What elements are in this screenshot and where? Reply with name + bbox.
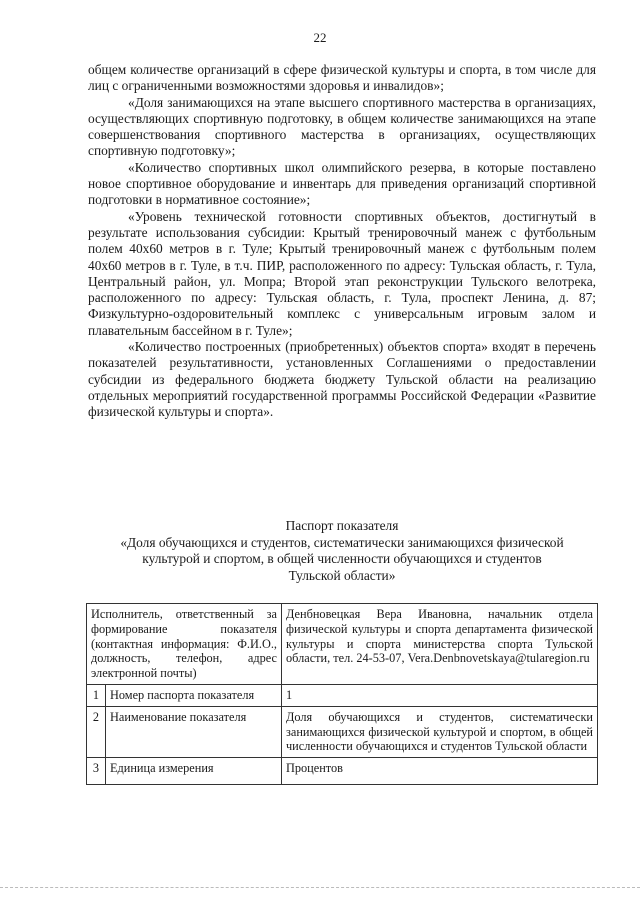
- row-value-cell: Доля обучающихся и студентов, систематически занимающихся физической культурой и спортом, в общей численности обучающихся и студентов Тульской области: [282, 706, 598, 757]
- row-value-cell: 1: [282, 684, 598, 706]
- paragraph: «Количество спортивных школ олимпийского резерва, в которые поставлено новое спортивное оборудование и инвентарь для приведения организаций спортивной подготовки в нормативное состояние»;: [88, 159, 596, 208]
- passport-table: [86, 603, 598, 785]
- row-value-cell: Процентов: [282, 758, 598, 785]
- table-row: [87, 684, 598, 706]
- body-text: [88, 62, 596, 421]
- executor-label-cell: Исполнитель, ответственный за формирование показателя (контактная информация: Ф.И.О., должность, телефон, адрес электронной почты): [87, 604, 282, 685]
- passport-title-line: Тульской области»: [288, 567, 396, 583]
- table-row: [87, 706, 598, 757]
- executor-value-cell: Денбновецкая Вера Ивановна, начальник отдела физической культуры и спорта департамента физической культуры и спорта министерства спорта Тульской области, тел. 24-53-07, Vera.Denbnovetskaya@tularegion.ru: [282, 604, 598, 685]
- page-number: 22: [313, 30, 327, 45]
- row-label-cell: Номер паспорта показателя: [106, 684, 282, 706]
- passport-title-line: «Доля обучающихся и студентов, систематически занимающихся физической: [120, 534, 564, 550]
- row-number-cell: 1: [87, 684, 106, 706]
- passport-title-line: культурой и спортом, в общей численности обучающихся и студентов: [142, 551, 542, 566]
- row-number-cell: 3: [87, 758, 106, 785]
- paragraph: «Уровень технической готовности спортивных объектов, достигнутый в результате использования субсидии: Крытый тренировочный манеж с футбольным полем 40х60 метров в г. Туле; Крытый тренировочный манеж с футбольным полем 40х60 метров в г. Туле, в т.ч. ПИР, расположенного по адресу: Тульская область, г. Тула, Центральный район, ул. Мопра; Второй этап реконструкции Тульского велотрека, расположенного по адресу: Тульская область, г. Тула, проспект Ленина, д. 87; Физкультурно-оздоровительный комплекс с универсальным игровым залом и плавательным бассейном в г. Туле»;: [88, 208, 596, 338]
- paragraph: общем количестве организаций в сфере физической культуры и спорта, в том числе для лиц с ограниченными возможностями здоровья и инвалидов»;: [88, 62, 596, 94]
- table-row: [87, 604, 598, 685]
- scan-bottom-edge: [0, 885, 640, 888]
- row-label-cell: Наименование показателя: [106, 706, 282, 757]
- passport-title-block: [88, 518, 596, 584]
- paragraph: «Количество построенных (приобретенных) объектов спорта» входят в перечень показателей результативности, установленных Соглашениями о предоставлении субсидии из федерального бюджета бюджету Тульской области на реализацию отдельных мероприятий государственной программы Российской Федерации «Развитие физической культуры и спорта».: [88, 339, 596, 420]
- row-number-cell: 2: [87, 706, 106, 757]
- paragraph: «Доля занимающихся на этапе высшего спортивного мастерства в организациях, осуществляющих спортивную подготовку, в общем количестве занимающихся на этапе совершенствования спортивного мастерства в организациях, осуществляющих спортивную подготовку»;: [88, 94, 596, 159]
- passport-heading: Паспорт показателя: [285, 518, 399, 533]
- row-label-cell: Единица измерения: [106, 758, 282, 785]
- table-row: [87, 758, 598, 785]
